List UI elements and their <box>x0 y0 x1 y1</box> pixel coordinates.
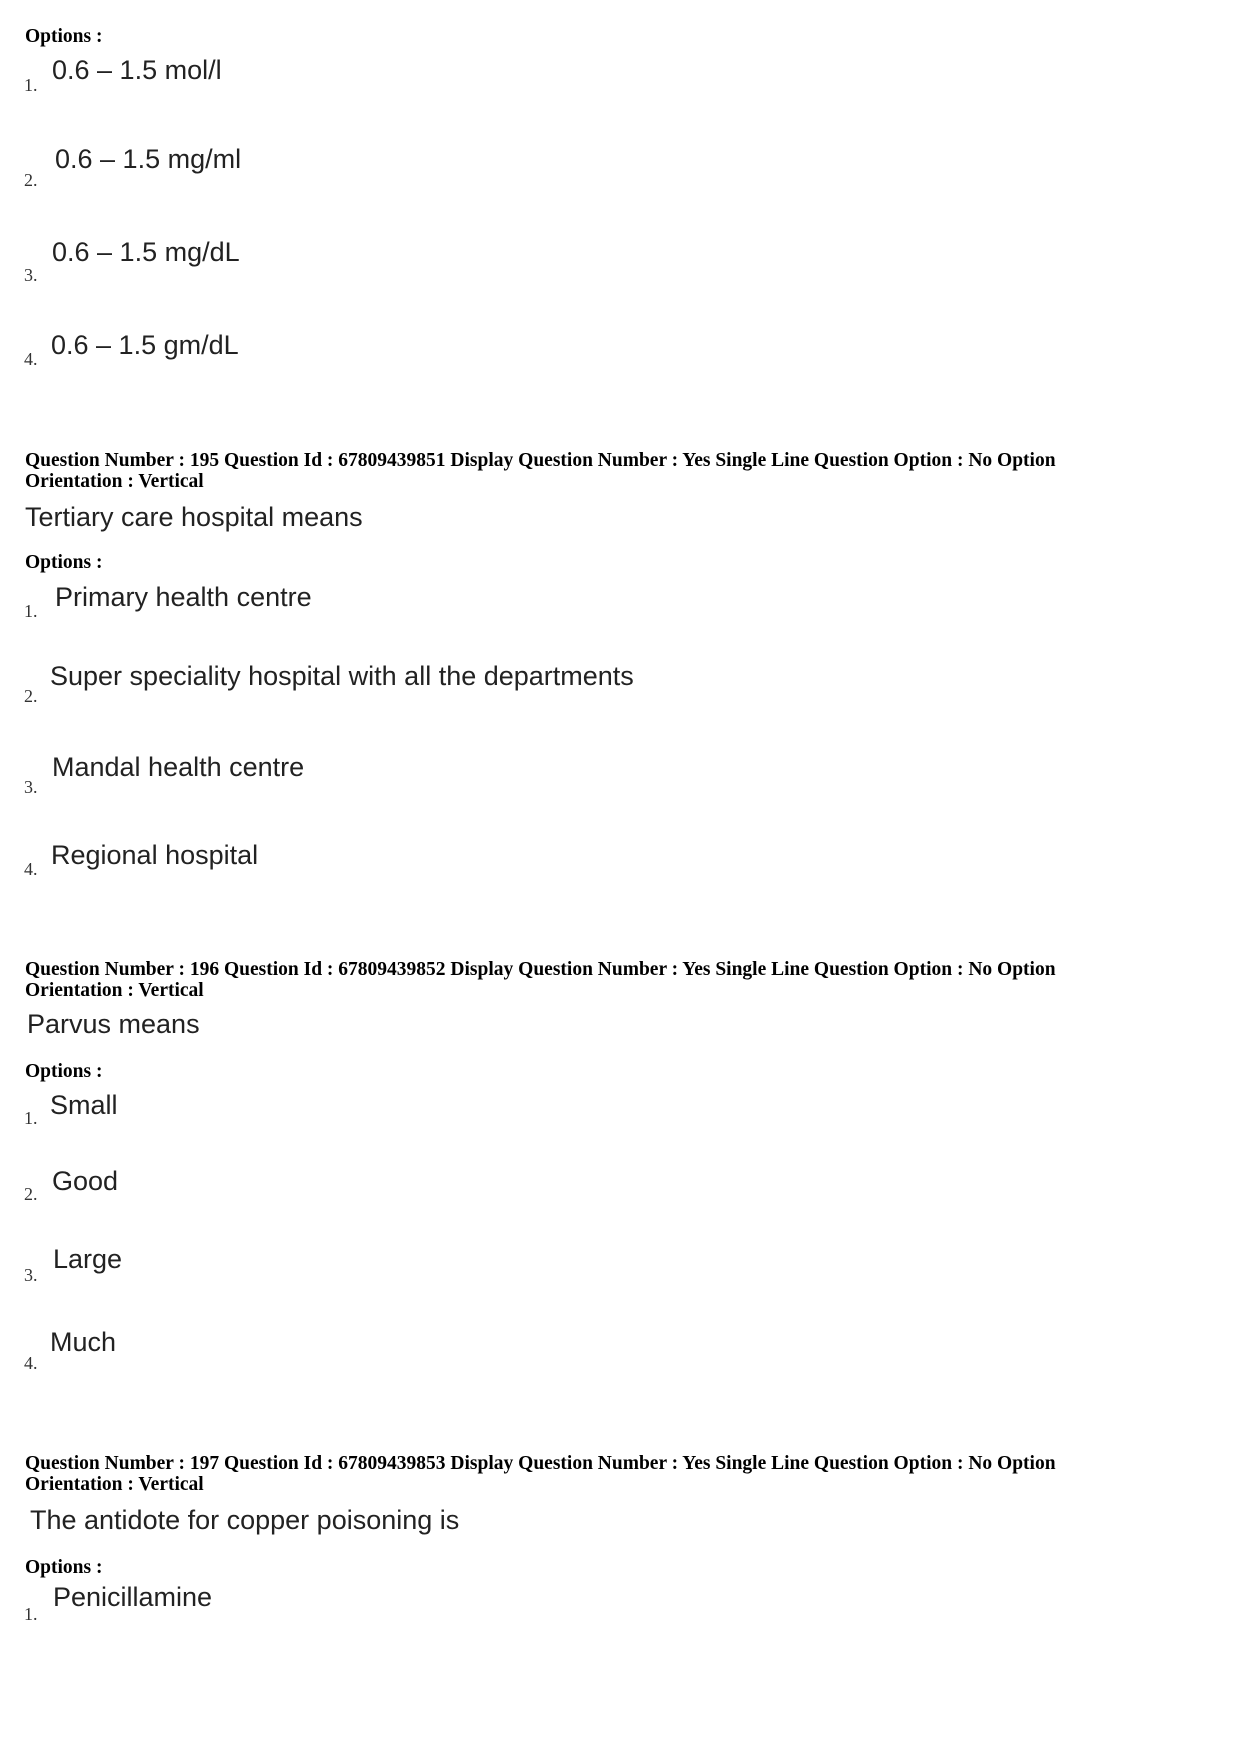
question-header-line: Orientation : Vertical <box>25 980 204 1001</box>
options-label: Options : <box>25 26 103 47</box>
option-text: 0.6 – 1.5 mg/ml <box>55 144 242 174</box>
option-number: 1. <box>24 601 38 621</box>
question-header-line: Question Number : 197 Question Id : 67809439853 Display Question Number : Yes Single Line Question Option : No Option <box>25 1453 1056 1474</box>
question-header-line: Question Number : 196 Question Id : 67809439852 Display Question Number : Yes Single Line Question Option : No Option <box>25 959 1056 980</box>
option-number: 3. <box>24 265 38 285</box>
option-number: 1. <box>24 75 38 95</box>
options-label: Options : <box>25 1557 103 1578</box>
option-text: Super speciality hospital with all the departments <box>50 661 634 691</box>
question-header <box>25 1453 1225 1495</box>
option-text: Penicillamine <box>53 1582 213 1612</box>
question-text: Tertiary care hospital means <box>25 502 363 532</box>
options-label: Options : <box>25 552 103 573</box>
question-text: The antidote for copper poisoning is <box>30 1505 460 1535</box>
option-number: 3. <box>24 777 38 797</box>
option-text: Good <box>52 1166 119 1196</box>
option-number: 2. <box>24 170 38 190</box>
question-header-line: Question Number : 195 Question Id : 67809439851 Display Question Number : Yes Single Line Question Option : No Option <box>25 450 1056 471</box>
question-header <box>25 959 1225 1001</box>
options-label: Options : <box>25 1061 103 1082</box>
option-text: Mandal health centre <box>52 752 305 782</box>
option-text: Primary health centre <box>55 582 312 612</box>
option-number: 2. <box>24 686 38 706</box>
option-number: 1. <box>24 1604 38 1624</box>
option-text: 0.6 – 1.5 mol/l <box>52 55 222 85</box>
option-text: Small <box>50 1090 118 1120</box>
question-header-line: Orientation : Vertical <box>25 471 204 492</box>
option-text: 0.6 – 1.5 gm/dL <box>51 330 239 360</box>
question-header <box>25 450 1225 492</box>
option-text: Regional hospital <box>51 840 259 870</box>
option-number: 4. <box>24 859 38 879</box>
option-number: 4. <box>24 1353 38 1373</box>
option-text: Large <box>53 1244 123 1274</box>
option-number: 2. <box>24 1184 38 1204</box>
option-text: 0.6 – 1.5 mg/dL <box>52 237 240 267</box>
question-header-line: Orientation : Vertical <box>25 1474 204 1495</box>
option-number: 4. <box>24 349 38 369</box>
option-number: 1. <box>24 1108 38 1128</box>
question-text: Parvus means <box>27 1009 200 1039</box>
option-number: 3. <box>24 1265 38 1285</box>
option-text: Much <box>50 1327 117 1357</box>
